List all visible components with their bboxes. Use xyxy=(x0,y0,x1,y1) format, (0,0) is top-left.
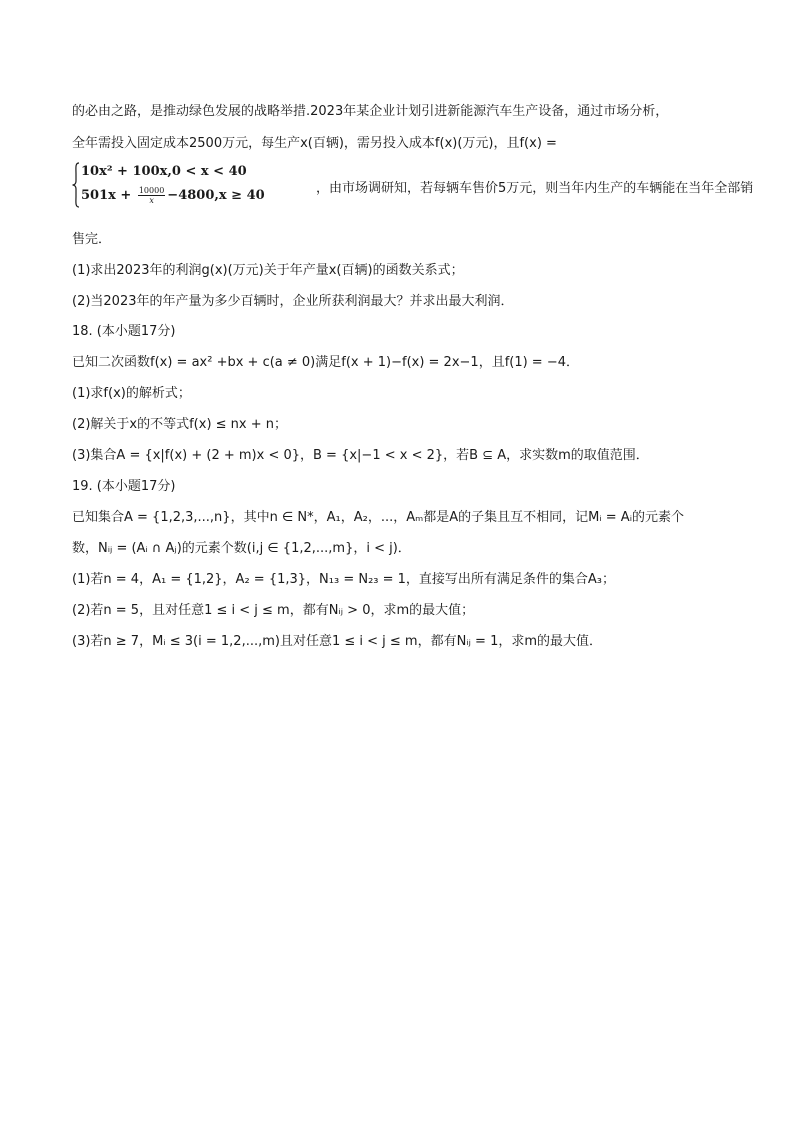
problem19-question-2: (2)若n = 5，且对任意1 ≤ i < j ≤ m，都有Nᵢⱼ > 0，求m的最大值； xyxy=(72,603,475,618)
piecewise-case-2 xyxy=(81,186,265,206)
case2-right: −4800,x ≥ 40 xyxy=(167,188,265,203)
problem17-text-line-1: 的必由之路，是推动绿色发展的战略举措.2023年某企业计划引进新能源汽车生产设备，通过市场分析， xyxy=(72,104,669,119)
fraction-denominator: x xyxy=(149,196,154,205)
problem17-question-2: (2)当2023年的年产量为多少百辆时，企业所获利润最大？并求出最大利润． xyxy=(72,294,514,309)
case2-left: 501x + xyxy=(81,188,136,203)
problem17-text-line-4: 售完． xyxy=(72,232,112,247)
problem19-stem-line-2: 数，Nᵢⱼ = (Aᵢ ∩ Aⱼ)的元素个数(i,j ∈ {1,2,...,m}，i < j)． xyxy=(72,541,411,556)
problem19-stem-line-1: 已知集合A = {1,2,3,...,n}，其中n ∈ N*，A₁，A₂，...，Aₘ都是A的子集且互不相同，记Mᵢ = Aᵢ的元素个 xyxy=(72,510,685,525)
problem17-question-1: (1)求出2023年的利润g(x)(万元)关于年产量x(百辆)的函数关系式； xyxy=(72,263,464,278)
problem18-heading: 18. (本小题17分) xyxy=(72,324,176,339)
problem19-heading: 19. (本小题17分) xyxy=(72,479,176,494)
problem17-text-line-2: 全年需投入固定成本2500万元，每生产x(百辆)，需另投入成本f(x)(万元)，且f(x) = xyxy=(72,136,557,151)
problem19-question-1: (1)若n = 4，A₁ = {1,2}，A₂ = {1,3}，N₁₃ = N₂₃ = 1，直接写出所有满足条件的集合A₃； xyxy=(72,572,616,587)
piecewise-function xyxy=(72,162,754,212)
fraction-numerator: 10000 xyxy=(138,186,165,195)
problem19-question-3: (3)若n ≥ 7，Mᵢ ≤ 3(i = 1,2,...,m)且对任意1 ≤ i < j ≤ m，都有Nᵢⱼ = 1，求m的最大值． xyxy=(72,634,603,649)
piecewise-tail-text: ，由市场调研知，若每辆车售价5万元，则当年内生产的车辆能在当年全部销 xyxy=(316,181,754,196)
problem18-stem: 已知二次函数f(x) = ax² +bx + c(a ≠ 0)满足f(x + 1)−f(x) = 2x−1，且f(1) = −4． xyxy=(72,355,580,370)
left-brace xyxy=(72,162,80,208)
problem18-question-3: (3)集合A = {x|f(x) + (2 + m)x < 0}，B = {x|−1 < x < 2}，若B ⊆ A，求实数m的取值范围． xyxy=(72,448,649,463)
problem18-question-2: (2)解关于x的不等式f(x) ≤ nx + n； xyxy=(72,417,288,432)
piecewise-case-1: 10x² + 100x,0 < x < 40 xyxy=(81,164,247,179)
problem18-question-1: (1)求f(x)的解析式； xyxy=(72,386,191,401)
fraction xyxy=(138,186,165,205)
